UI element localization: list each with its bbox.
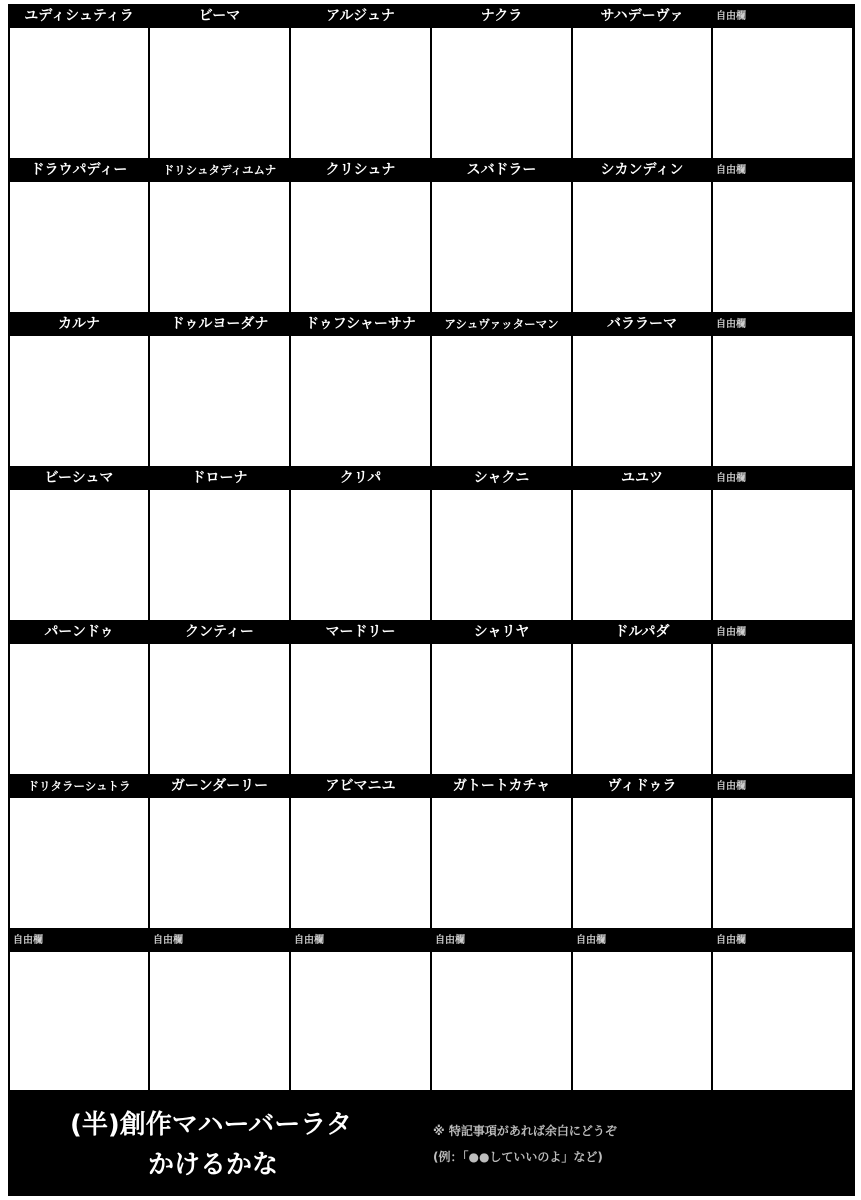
grid-cell	[573, 314, 711, 466]
drawing-box[interactable]	[150, 952, 289, 1090]
drawing-box[interactable]	[713, 28, 852, 158]
drawing-box[interactable]	[150, 644, 289, 774]
grid-cell	[291, 622, 430, 774]
grid-cell	[10, 160, 148, 312]
note-line-1: ※ 特記事項があれば余白にどうぞ	[433, 1124, 617, 1138]
cell-label: ビーマ	[198, 8, 241, 24]
cell-label: アビマニユ	[325, 778, 396, 794]
drawing-box[interactable]	[291, 336, 430, 466]
drawing-box[interactable]	[573, 28, 711, 158]
drawing-box[interactable]	[10, 798, 148, 928]
grid-cell	[573, 622, 711, 774]
cell-label: 自由欄	[435, 935, 465, 946]
grid-cell	[573, 468, 711, 620]
cell-label: ドルパダ	[614, 624, 670, 640]
cell-label: パーンドゥ	[44, 624, 114, 640]
cell-label: 自由欄	[716, 319, 746, 330]
cell-label: カルナ	[58, 316, 100, 332]
drawing-box[interactable]	[10, 490, 148, 620]
grid-cell	[573, 930, 711, 1090]
drawing-box[interactable]	[291, 490, 430, 620]
cell-label: クリシュナ	[325, 162, 396, 178]
cell-label: マードリー	[325, 624, 396, 640]
grid-cell	[713, 314, 852, 466]
grid-cell	[150, 6, 289, 158]
drawing-box[interactable]	[573, 644, 711, 774]
cell-label: 自由欄	[294, 935, 324, 946]
drawing-box[interactable]	[432, 490, 571, 620]
drawing-box[interactable]	[10, 28, 148, 158]
grid-cell	[713, 776, 852, 928]
grid-cell	[573, 160, 711, 312]
cell-label: スバドラー	[466, 162, 537, 178]
drawing-box[interactable]	[150, 336, 289, 466]
drawing-box[interactable]	[432, 952, 571, 1090]
grid-cell	[432, 776, 571, 928]
cell-label: ドリタラーシュトラ	[27, 779, 131, 793]
grid-cell	[10, 468, 148, 620]
drawing-box[interactable]	[573, 798, 711, 928]
cell-label: ナクラ	[480, 8, 523, 24]
grid-cell	[291, 930, 430, 1090]
cell-label: 自由欄	[13, 935, 43, 946]
footer	[8, 1092, 855, 1196]
grid-cell	[573, 776, 711, 928]
drawing-box[interactable]	[291, 644, 430, 774]
cell-label: アシュヴァッターマン	[444, 317, 559, 331]
cell-label: 自由欄	[716, 781, 746, 792]
cell-label: ヴィドゥラ	[607, 778, 677, 794]
grid-cell	[432, 468, 571, 620]
cell-label: ドリシュタディユムナ	[162, 163, 277, 177]
grid-cell	[10, 6, 148, 158]
drawing-box[interactable]	[150, 490, 289, 620]
grid-cell	[432, 160, 571, 312]
drawing-box[interactable]	[713, 490, 852, 620]
cell-label: 自由欄	[576, 935, 606, 946]
drawing-box[interactable]	[713, 644, 852, 774]
grid-cell	[713, 930, 852, 1090]
grid-cell	[150, 930, 289, 1090]
grid-cell	[150, 160, 289, 312]
drawing-box[interactable]	[713, 182, 852, 312]
grid-cell	[432, 930, 571, 1090]
drawing-box[interactable]	[713, 798, 852, 928]
drawing-box[interactable]	[150, 798, 289, 928]
drawing-box[interactable]	[432, 28, 571, 158]
cell-label: クンティー	[185, 624, 254, 640]
cell-label: クリパ	[339, 470, 382, 486]
cell-label: ドローナ	[191, 470, 248, 486]
cell-label: サハデーヴァ	[600, 8, 684, 24]
cell-label: バララーマ	[607, 316, 677, 332]
cell-label: ユディシュティラ	[24, 8, 134, 24]
grid-cell	[291, 468, 430, 620]
cell-label: シャリヤ	[473, 624, 530, 640]
drawing-box[interactable]	[10, 644, 148, 774]
grid-cell	[432, 6, 571, 158]
grid-cell	[291, 6, 430, 158]
cell-label: ドラウパディー	[30, 162, 128, 178]
cell-label: シャクニ	[473, 470, 530, 486]
grid-cell	[432, 314, 571, 466]
cell-label: 自由欄	[153, 935, 183, 946]
cell-label: 自由欄	[716, 11, 746, 22]
drawing-box[interactable]	[10, 336, 148, 466]
drawing-box[interactable]	[573, 952, 711, 1090]
cell-label: 自由欄	[716, 165, 746, 176]
cell-label: 自由欄	[716, 473, 746, 484]
cell-label: ドゥルヨーダナ	[170, 316, 269, 332]
drawing-box[interactable]	[291, 798, 430, 928]
grid-cell	[432, 622, 571, 774]
drawing-box[interactable]	[573, 182, 711, 312]
grid-cell	[713, 6, 852, 158]
cell-label: シカンディン	[600, 162, 684, 178]
grid-cell	[10, 314, 148, 466]
grid-cell	[713, 160, 852, 312]
cell-label: 自由欄	[716, 627, 746, 638]
grid-cell	[291, 314, 430, 466]
grid-cell	[573, 6, 711, 158]
cell-label: ガトートカチャ	[452, 778, 551, 794]
drawing-box[interactable]	[150, 28, 289, 158]
grid-cell	[713, 468, 852, 620]
cell-label: 自由欄	[716, 935, 746, 946]
grid-cell	[150, 776, 289, 928]
cell-label: ドゥフシャーサナ	[305, 316, 416, 332]
cell-label: アルジュナ	[326, 8, 395, 24]
drawing-box[interactable]	[291, 952, 430, 1090]
drawing-box[interactable]	[432, 798, 571, 928]
grid-cell	[291, 160, 430, 312]
drawing-box[interactable]	[432, 336, 571, 466]
drawing-box[interactable]	[432, 182, 571, 312]
drawing-box[interactable]	[10, 952, 148, 1090]
drawing-box[interactable]	[573, 490, 711, 620]
drawing-box[interactable]	[10, 182, 148, 312]
drawing-box[interactable]	[291, 28, 430, 158]
cell-label: ガーンダーリー	[170, 778, 269, 794]
grid-cell	[150, 622, 289, 774]
drawing-box[interactable]	[150, 182, 289, 312]
grid-cell	[150, 468, 289, 620]
grid-cell	[291, 776, 430, 928]
note-line-2: (例：「●●していいのよ」など)	[433, 1150, 603, 1164]
drawing-box[interactable]	[713, 336, 852, 466]
grid-cell	[10, 622, 148, 774]
sheet-frame	[8, 4, 855, 1196]
grid-cell	[150, 314, 289, 466]
drawing-box[interactable]	[713, 952, 852, 1090]
grid-cell	[10, 776, 148, 928]
drawing-box[interactable]	[432, 644, 571, 774]
cell-label: ユユツ	[621, 470, 663, 486]
drawing-box[interactable]	[291, 182, 430, 312]
grid-cell	[713, 622, 852, 774]
drawing-box[interactable]	[573, 336, 711, 466]
sheet-title: (半)創作マハーバーラタ	[70, 1110, 352, 1140]
grid-cell	[10, 930, 148, 1090]
sheet-subtitle: かけるかな	[148, 1150, 279, 1180]
cell-label: ビーシュマ	[44, 470, 114, 486]
